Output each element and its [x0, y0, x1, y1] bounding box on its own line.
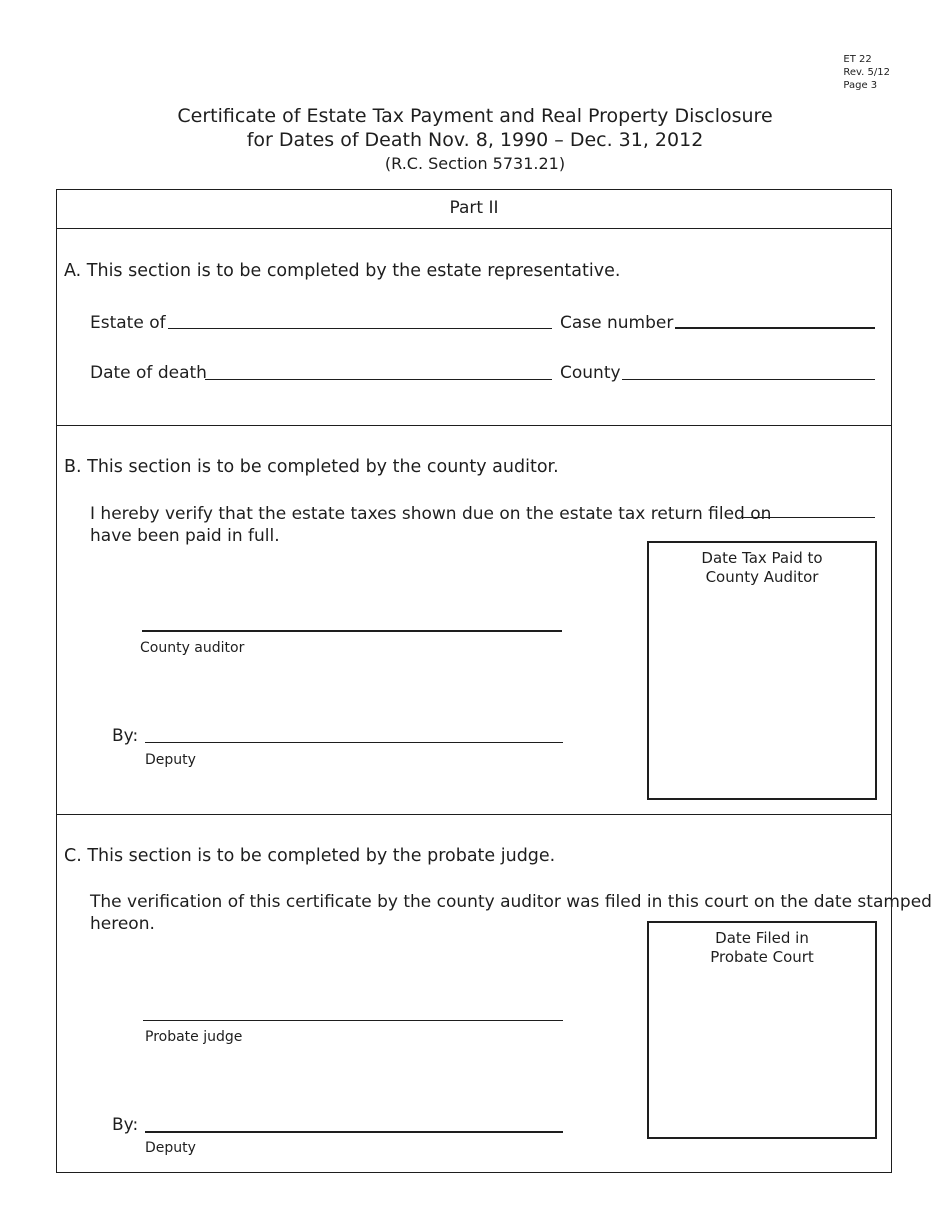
form-page-number: Page 3: [843, 80, 878, 91]
deputy-label-b: Deputy: [145, 752, 196, 768]
statute-reference: (R.C. Section 5731.21): [384, 154, 566, 173]
by-label-c: By:: [112, 1115, 139, 1135]
part-heading: Part II: [449, 198, 499, 218]
auditor-deputy-signature-line[interactable]: [145, 742, 563, 743]
section-c-heading: C. This section is to be completed by the probate judge.: [64, 846, 556, 866]
date-filed-stamp-box[interactable]: [647, 921, 877, 1139]
by-label-b: By:: [112, 726, 139, 746]
form-code: ET 22: [843, 54, 872, 65]
auditor-verification-text-line1: I hereby verify that the estate taxes shown due on the estate tax return filed on: [90, 504, 772, 524]
county-field[interactable]: [622, 379, 875, 380]
date-tax-paid-label-line2: County Auditor: [705, 568, 819, 586]
part-header-divider: [56, 228, 892, 229]
section-b-divider: [56, 814, 892, 815]
estate-of-field[interactable]: [168, 328, 552, 329]
probate-verification-text-line1: The verification of this certificate by the county auditor was filed in this court on the date stamped: [90, 892, 932, 912]
probate-judge-label: Probate judge: [145, 1029, 243, 1045]
date-filed-label-line2: Probate Court: [710, 948, 814, 966]
date-filed-label-line1: Date Filed in: [715, 929, 809, 947]
date-tax-paid-label-line1: Date Tax Paid to: [701, 549, 823, 567]
deputy-label-c: Deputy: [145, 1140, 196, 1156]
estate-of-label: Estate of: [90, 313, 166, 333]
probate-deputy-signature-line[interactable]: [145, 1131, 563, 1133]
document-subtitle: for Dates of Death Nov. 8, 1990 – Dec. 31, 2012: [246, 129, 704, 151]
case-number-field[interactable]: [675, 327, 875, 329]
date-filed-box-label: [649, 929, 875, 967]
county-label: County: [560, 363, 621, 383]
county-auditor-label: County auditor: [140, 640, 245, 656]
return-filed-date-field[interactable]: [742, 517, 875, 518]
section-b-heading: B. This section is to be completed by the county auditor.: [64, 457, 559, 477]
section-a-heading: A. This section is to be completed by the estate representative.: [64, 261, 621, 281]
probate-verification-text-line2: hereon.: [90, 914, 155, 934]
county-auditor-signature-line[interactable]: [142, 630, 562, 632]
form-identifier: [843, 53, 890, 92]
document-title: Certificate of Estate Tax Payment and Real Property Disclosure: [177, 105, 773, 127]
probate-judge-signature-line[interactable]: [143, 1020, 563, 1021]
auditor-verification-text-line2: have been paid in full.: [90, 526, 280, 546]
case-number-label: Case number: [560, 313, 674, 333]
date-of-death-field[interactable]: [205, 379, 552, 380]
date-tax-paid-stamp-box[interactable]: [647, 541, 877, 800]
form-revision: Rev. 5/12: [843, 67, 890, 78]
date-of-death-label: Date of death: [90, 363, 207, 383]
date-tax-paid-box-label: [649, 549, 875, 587]
section-a-divider: [56, 425, 892, 426]
